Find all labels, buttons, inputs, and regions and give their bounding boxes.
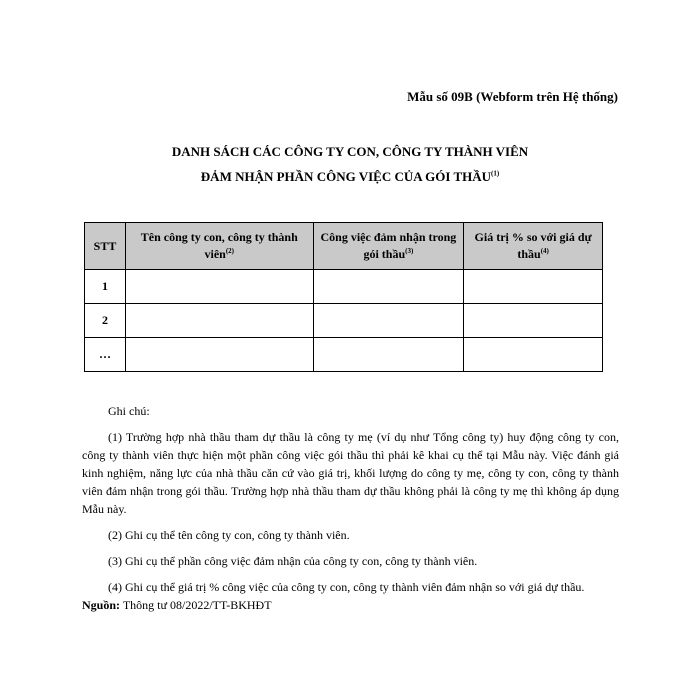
table-header-row: [85, 223, 603, 270]
percent-value-cell[interactable]: [464, 270, 603, 304]
company-name-cell[interactable]: [125, 338, 313, 372]
table-row: [85, 270, 603, 304]
row-stt: 2: [85, 304, 126, 338]
header-stt: STT: [85, 223, 126, 270]
company-name-cell[interactable]: [125, 270, 313, 304]
table-row: [85, 304, 603, 338]
note-item-3: (3) Ghi cụ thể phần công việc đảm nhận của công ty con, công ty thành viên.: [108, 554, 478, 568]
table-row: [85, 338, 603, 372]
notes-section: [82, 402, 619, 614]
subsidiaries-table: [84, 222, 603, 372]
notes-heading: Ghi chú:: [108, 404, 150, 418]
title-footnote-ref: (1): [491, 169, 500, 178]
source-line: [82, 596, 619, 614]
percent-value-cell[interactable]: [464, 338, 603, 372]
source-text: Thông tư 08/2022/TT-BKHĐT: [122, 598, 272, 612]
document-title-line2: [0, 169, 700, 185]
note-item-2: (2) Ghi cụ thể tên công ty con, công ty thành viên.: [108, 528, 350, 542]
work-assigned-cell[interactable]: [313, 304, 464, 338]
note-item-4: (4) Ghi cụ thể giá trị % công việc của công ty con, công ty thành viên đảm nhận so với giá dự thầu.: [108, 580, 585, 594]
work-assigned-cell[interactable]: [313, 270, 464, 304]
document-title-line1: DANH SÁCH CÁC CÔNG TY CON, CÔNG TY THÀNH VIÊN: [171, 144, 529, 159]
row-stt: …: [85, 338, 126, 372]
header-work-assigned: Công việc đảm nhận trong gói thầu$^{(3)}$: [313, 223, 464, 270]
company-name-cell[interactable]: [125, 304, 313, 338]
note-item-1: (1) Trường hợp nhà thầu tham dự thầu là công ty mẹ (ví dụ như Tổng công ty) huy động công ty con, công ty thành viên thực hiện một phần công việc gói thầu thì phải kê khai cụ thể tại Mẫu này. Việc đánh giá kinh nghiệm, năng lực của nhà thầu căn cứ vào giá trị, khối lượng do công ty mẹ, công ty con, công ty thành viên đảm nhận trong gói thầu. Trường hợp nhà thầu tham dự thầu không phải là công ty mẹ thì không áp dụng Mẫu này.: [82, 430, 619, 516]
header-company-name: Tên công ty con, công ty thành viên$^{(2)}$: [125, 223, 313, 270]
row-stt: 1: [85, 270, 126, 304]
percent-value-cell[interactable]: [464, 304, 603, 338]
document-title-line2-text: ĐẢM NHẬN PHẦN CÔNG VIỆC CỦA GÓI THẦU: [200, 169, 492, 184]
form-code: Mẫu số 09B (Webform trên Hệ thống): [407, 89, 618, 104]
header-percent-value: Giá trị % so với giá dự thầu$^{(4)}$: [464, 223, 603, 270]
source-label: Nguồn:: [82, 598, 121, 612]
work-assigned-cell[interactable]: [313, 338, 464, 372]
